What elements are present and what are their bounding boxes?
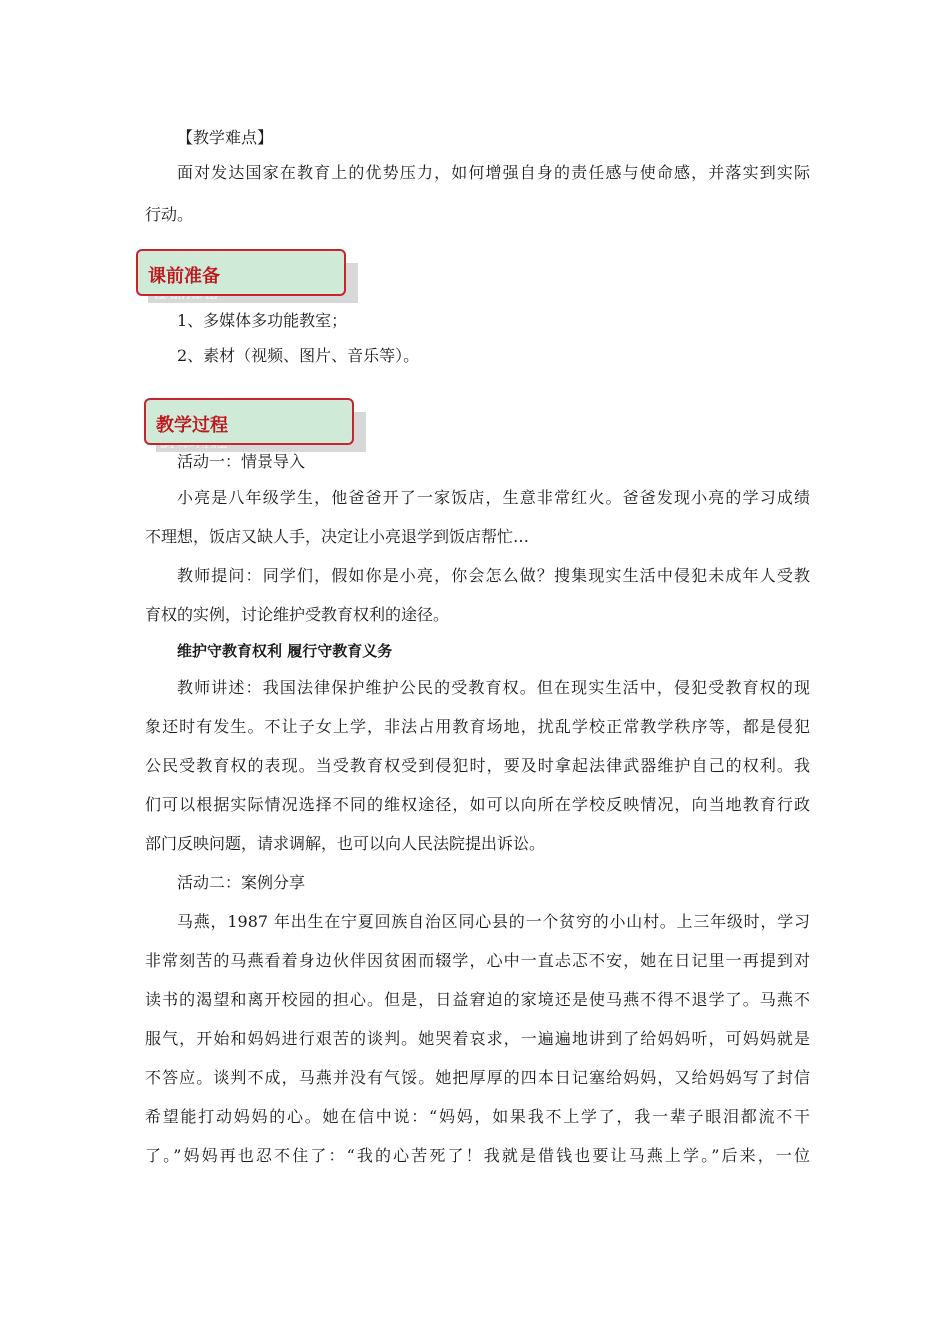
paragraph-line: 小亮是八年级学生，他爸爸开了一家饭店，生意非常红火。爸爸发现小亮的学习成绩: [177, 488, 810, 507]
activity-heading: 活动一：情景导入: [177, 452, 306, 471]
paragraph-line: 读书的渴望和离开校园的担心。但是，日益窘迫的家境还是使马燕不得不退学了。马燕不: [145, 990, 810, 1009]
paragraph-line: 希望能打动妈妈的心。她在信中说：“妈妈，如果我不上学了，我一辈子眼泪都流不干: [145, 1107, 810, 1126]
section-title: 课前准备: [148, 266, 220, 287]
list-item: 2、素材（视频、图片、音乐等）。: [177, 346, 420, 365]
section-header-prep: [136, 249, 360, 305]
paragraph-line: 教师提问：同学们，假如你是小亮，你会怎么做？搜集现实生活中侵犯未成年人受教: [177, 566, 810, 585]
subheading: 维护守教育权利 履行守教育义务: [177, 642, 393, 660]
difficulty-heading: 【教学难点】: [177, 128, 274, 147]
paragraph-line: 公民受教育权的表现。当受教育权受到侵犯时，要及时拿起法律武器维护自己的权利。我: [145, 756, 810, 775]
paragraph-line: 不答应。谈判不成，马燕并没有气馁。她把厚厚的四本日记塞给妈妈，又给妈妈写了封信: [145, 1068, 810, 1087]
difficulty-line: 行动。: [145, 205, 194, 224]
section-title: 教学过程: [156, 415, 228, 436]
paragraph-line: 部门反映问题，请求调解，也可以向人民法院提出诉讼。: [145, 834, 546, 853]
paragraph-line: 了。”妈妈再也忍不住了：“我的心苦死了！我就是借钱也要让马燕上学。”后来，一位: [145, 1146, 810, 1165]
paragraph-line: 教师讲述：我国法律保护维护公民的受教育权。但在现实生活中，侵犯受教育权的现: [177, 678, 810, 697]
paragraph-line: 服气，开始和妈妈进行艰苦的谈判。她哭着哀求，一遍遍地讲到了给妈妈听，可妈妈就是: [145, 1029, 810, 1048]
section-header-process: [144, 398, 368, 454]
paragraph-line: 马燕，1987 年出生在宁夏回族自治区同心县的一个贫穷的小山村。上三年级时，学习: [177, 912, 810, 931]
paragraph-line: 们可以根据实际情况选择不同的维权途径，如可以向所在学校反映情况，向当地教育行政: [145, 795, 810, 814]
activity-heading: 活动二：案例分享: [177, 873, 306, 892]
difficulty-line: 面对发达国家在教育上的优势压力，如何增强自身的责任感与使命感，并落实到实际: [177, 163, 810, 182]
paragraph-line: 非常刻苦的马燕看着身边伙伴因贫困而辍学，心中一直忐忑不安，她在日记里一再提到对: [145, 951, 810, 970]
list-item: 1、多媒体多功能教室；: [177, 311, 348, 330]
paragraph-line: 象还时有发生。不让子女上学，非法占用教育场地，扰乱学校正常教学秩序等，都是侵犯: [145, 717, 810, 736]
paragraph-line: 不理想，饭店又缺人手，决定让小亮退学到饭店帮忙…: [145, 527, 530, 546]
paragraph-line: 育权的实例，讨论维护受教育权利的途径。: [145, 605, 450, 624]
